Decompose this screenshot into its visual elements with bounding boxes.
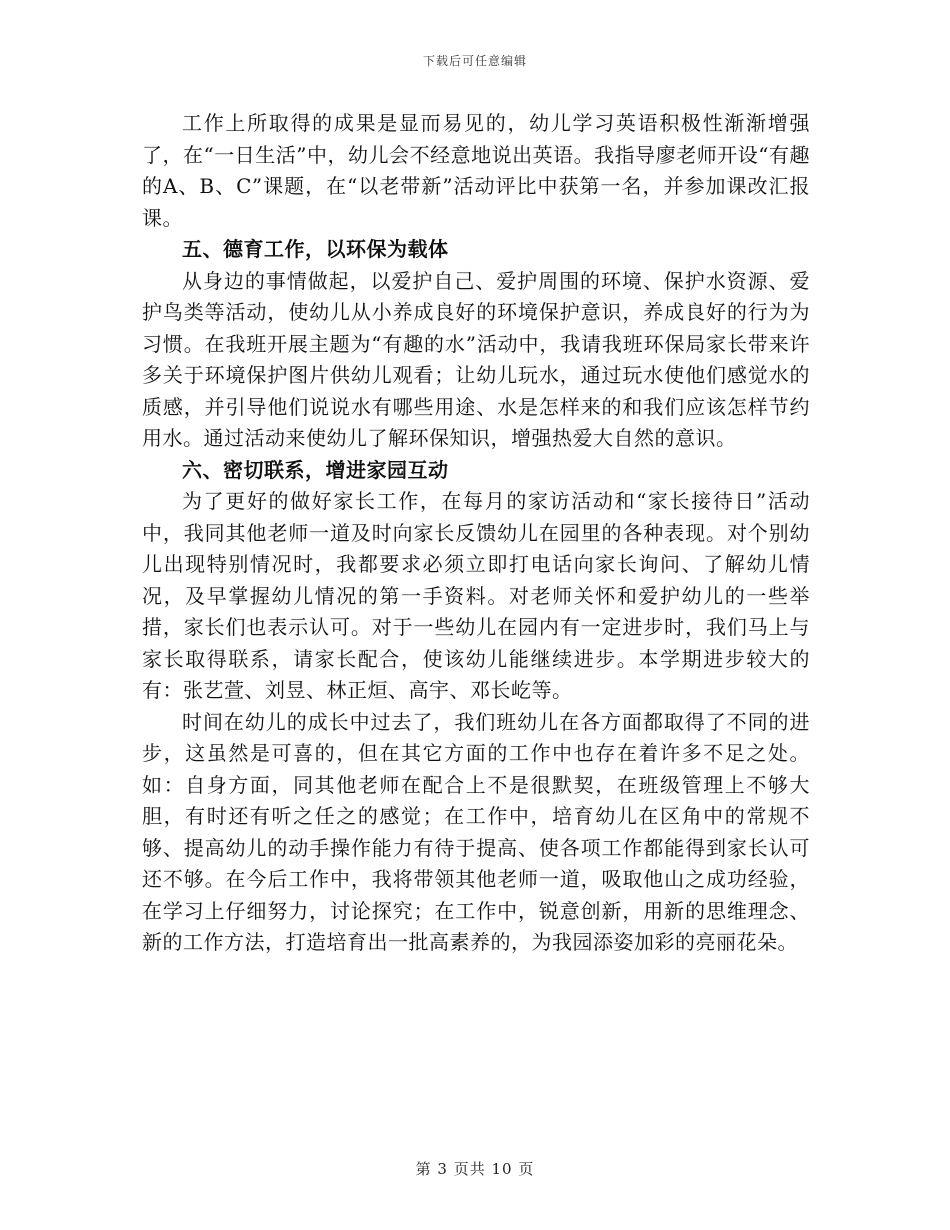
paragraph-summary-shortcomings: 时间在幼儿的成长中过去了，我们班幼儿在各方面都取得了不同的进步，这虽然是可喜的，但在其它方面的工作中也存在着许多不足之处。如：自身方面，同其他老师在配合上不是很默契，在班级管理上不够大胆，有时还有听之任之的感觉；在工作中，培育幼儿在区角中的常规不够、提高幼儿的动手操作能力有待于提高、使各项工作都能得到家长认可还不够。在今后工作中，我将带领其他老师一道，吸取他山之成功经验，在学习上仔细努力，讨论探究；在工作中，锐意创新，用新的思维理念、新的工作方法，打造培育出一批高素养的，为我园添姿加彩的亮丽花朵。 [142,709,810,954]
page-header-note: 下载后可任意编辑 [422,54,527,68]
paragraph-environmental-education: 从身边的事情做起，以爱护自己、爱护周围的环境、保护水资源、爱护鸟类等活动，使幼儿从小养成良好的环境保护意识，养成良好的行为为习惯。在我班开展主题为“有趣的水”活动中，我请我班环保局家长带来许多关于环境保护图片供幼儿观看；让幼儿玩水，通过玩水使他们感觉水的质感，并引导他们说说水有哪些用途、水是怎样来的和我们应该怎样节约用水。通过活动来使幼儿了解环保知识，增强热爱大自然的意识。 [142,268,810,450]
section-heading-moral-education: 五、德育工作，以环保为载体 [182,237,449,261]
paragraph-english-results: 工作上所取得的成果是显而易见的，幼儿学习英语积极性渐渐增强了，在“一日生活”中，幼儿会不经意地说出英语。我指导廖老师开设“有趣的A、B、C”课题，在“以老带新”活动评比中获第一名，并参加课改汇报课。 [142,111,810,230]
page-number-footer: 第 3 页共 10 页 [415,1160,535,1178]
section-heading-home-school: 六、密切联系，增进家园互动 [182,457,449,482]
paragraph-parent-communication: 为了更好的做好家长工作，在每月的家访活动和“家长接待日”活动中，我同其他老师一道及时向家长反馈幼儿在园里的各种表现。对个别幼儿出现特别情况时，我都要求必须立即打电话向家长询问、了解幼儿情况，及早掌握幼儿情况的第一手资料。对老师关怀和爱护幼儿的一些举措，家长们也表示认可。对于一些幼儿在园内有一定进步时，我们马上与家长取得联系，请家长配合，使该幼儿能继续进步。本学期进步较大的有：张艺萱、刘昱、林正烜、高宇、邓长屹等。 [142,489,810,702]
document-body [142,108,810,959]
